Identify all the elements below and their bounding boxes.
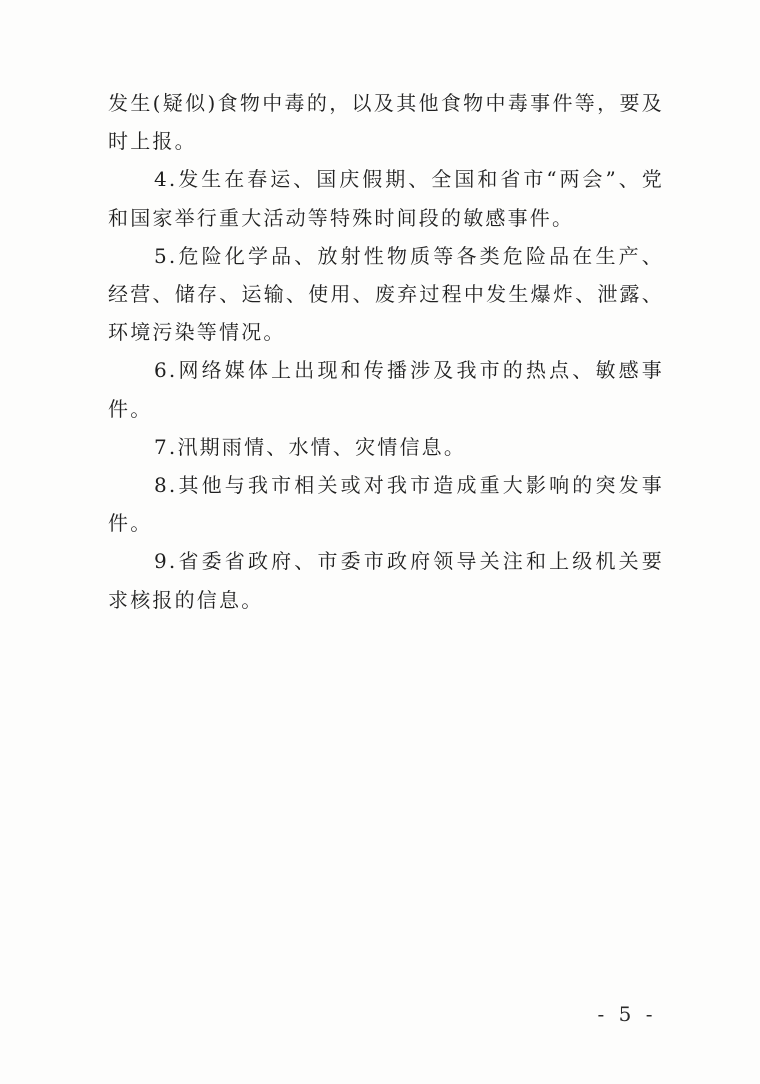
page-number: - 5 - [597,1002,657,1026]
paragraph-continuation: 发生(疑似)食物中毒的，以及其他食物中毒事件等，要及时上报。 [108,91,664,154]
paragraph-item-5: 5.危险化学品、放射性物质等各类危险品在生产、经营、储存、运输、使用、废弃过程中发生爆炸、泄露、环境污染等情况。 [108,243,664,345]
document-body [108,84,664,619]
paragraph-item-8: 8.其他与我市相关或对我市造成重大影响的突发事件。 [108,473,664,536]
paragraph-item-6: 6.网络媒体上出现和传播涉及我市的热点、敏感事件。 [108,358,664,421]
paragraph-item-4: 4.发生在春运、国庆假期、全国和省市“两会”、党和国家举行重大活动等特殊时间段的敏感事件。 [108,167,664,230]
paragraph-item-7: 7.汛期雨情、水情、灾情信息。 [154,434,467,459]
paragraph-item-9: 9.省委省政府、市委市政府领导关注和上级机关要求核报的信息。 [108,549,664,612]
